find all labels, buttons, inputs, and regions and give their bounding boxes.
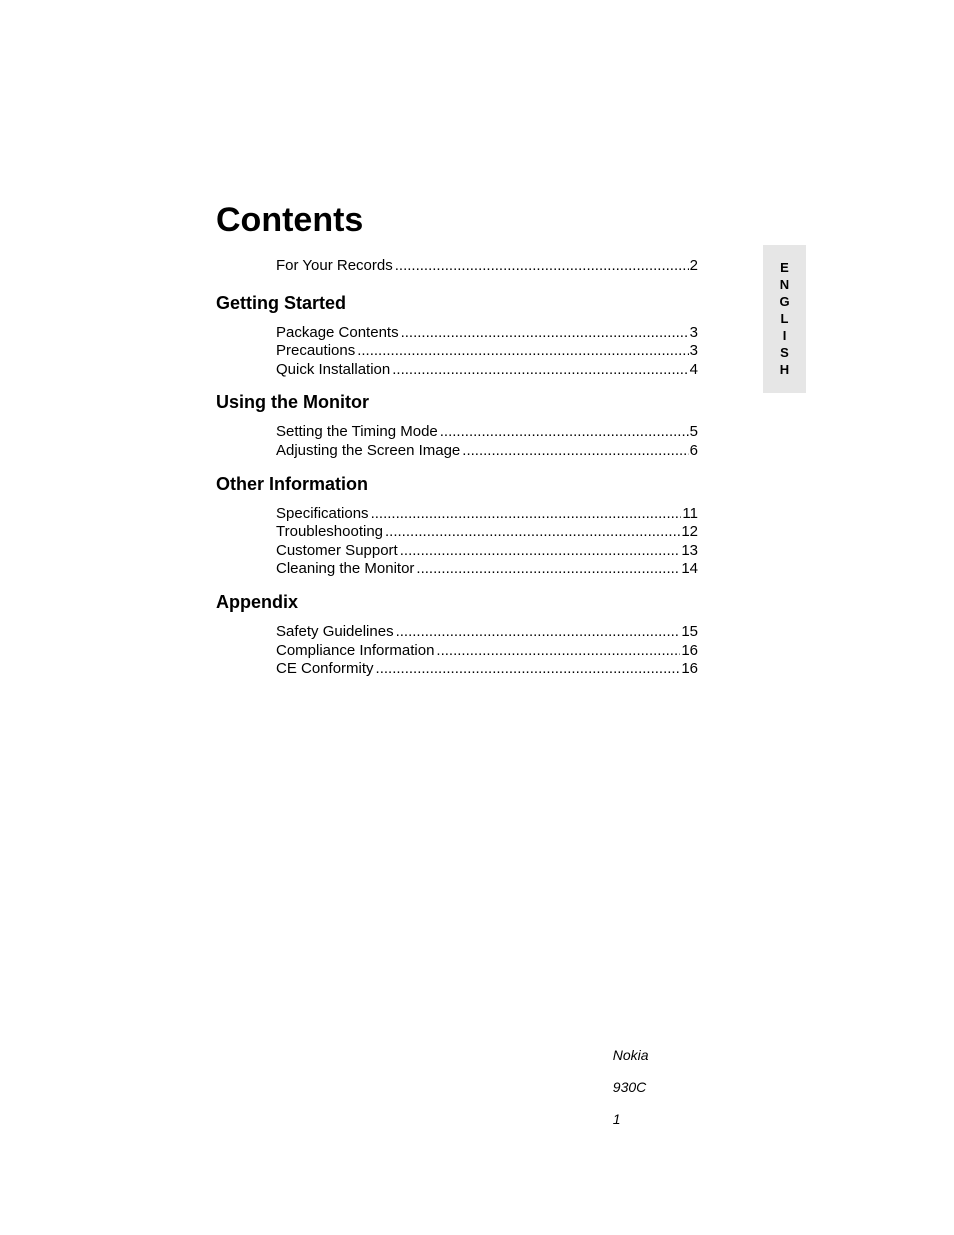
- toc-entry[interactable]: [276, 342, 698, 361]
- toc-entry-page: 3: [689, 342, 698, 360]
- dot-leader: [376, 660, 681, 679]
- toc-entry-page: 12: [681, 523, 698, 541]
- section-entries: [216, 324, 698, 380]
- section-heading: Other Information: [216, 473, 368, 494]
- toc-entry-page: 2: [689, 257, 698, 274]
- toc-entry-page: 4: [689, 360, 698, 378]
- toc-entry-label: CE Conformity: [276, 660, 374, 678]
- dot-leader: [401, 324, 689, 343]
- toc-entry-for-your-records[interactable]: [276, 257, 698, 276]
- toc-entry-label: Package Contents: [276, 323, 399, 341]
- section-entries: [216, 623, 698, 679]
- toc-entry-label: For Your Records: [276, 257, 393, 274]
- toc-entry-label: Setting the Timing Mode: [276, 423, 438, 441]
- dot-leader: [385, 523, 680, 542]
- language-tab-letter: I: [782, 328, 787, 343]
- section-heading: Using the Monitor: [216, 392, 369, 413]
- table-of-contents: [216, 257, 698, 679]
- section-entries: [216, 423, 698, 460]
- toc-entry[interactable]: [276, 442, 698, 461]
- dot-leader: [357, 342, 688, 361]
- dot-leader: [440, 423, 689, 442]
- language-tab: [763, 245, 806, 393]
- section-entries: [216, 505, 698, 579]
- toc-entry-label: Troubleshooting: [276, 523, 384, 541]
- dot-leader: [462, 442, 688, 461]
- toc-entry[interactable]: [276, 361, 698, 380]
- toc-entry-page: 16: [681, 641, 698, 659]
- toc-entry[interactable]: [276, 642, 698, 661]
- toc-entry-label: Safety Guidelines: [276, 622, 394, 640]
- toc-entry-page: 3: [689, 323, 698, 341]
- page-title: Contents: [216, 201, 364, 239]
- toc-entry[interactable]: [276, 324, 698, 343]
- dot-leader: [371, 505, 682, 524]
- section-using-the-monitor: [216, 390, 698, 460]
- section-other-information: [216, 472, 698, 579]
- language-tab-letter: S: [780, 345, 789, 360]
- language-tab-letter: L: [780, 311, 789, 326]
- language-tab-letter: E: [780, 260, 789, 275]
- section-appendix: [216, 590, 698, 679]
- toc-entry[interactable]: [276, 660, 698, 679]
- dot-leader: [392, 361, 688, 380]
- toc-entry-label: Customer Support: [276, 541, 398, 559]
- dot-leader: [395, 257, 689, 276]
- dot-leader: [436, 642, 680, 661]
- toc-entry[interactable]: [276, 505, 698, 524]
- dot-leader: [416, 560, 680, 579]
- dot-leader: [396, 623, 681, 642]
- toc-entry-label: Cleaning the Monitor: [276, 560, 415, 578]
- toc-entry-label: Precautions: [276, 342, 356, 360]
- section-getting-started: [216, 291, 698, 380]
- footer-brand: Nokia: [612, 1047, 649, 1063]
- toc-entry-page: 11: [682, 504, 698, 522]
- intro-entries: [216, 257, 698, 276]
- footer-page-number: 1: [612, 1111, 621, 1127]
- section-heading: Appendix: [216, 591, 299, 612]
- language-tab-letter: H: [779, 362, 790, 377]
- toc-entry-page: 6: [689, 441, 698, 459]
- language-tab-letter: G: [779, 294, 790, 309]
- language-tab-letter: N: [779, 277, 790, 292]
- toc-entry[interactable]: [276, 542, 698, 561]
- page-footer: [605, 1031, 649, 1127]
- toc-entry[interactable]: [276, 423, 698, 442]
- toc-entry-label: Specifications: [276, 504, 369, 522]
- toc-entry-page: 14: [681, 560, 698, 578]
- toc-entry-label: Quick Installation: [276, 360, 391, 378]
- section-heading: Getting Started: [216, 292, 347, 313]
- toc-entry-page: 15: [681, 622, 698, 640]
- toc-entry-page: 5: [689, 423, 698, 441]
- dot-leader: [400, 542, 681, 561]
- toc-entry-page: 13: [681, 541, 698, 559]
- toc-entry[interactable]: [276, 560, 698, 579]
- toc-entry-label: Adjusting the Screen Image: [276, 441, 461, 459]
- toc-entry-label: Compliance Information: [276, 641, 435, 659]
- toc-entry[interactable]: [276, 623, 698, 642]
- toc-entry-page: 16: [681, 660, 698, 678]
- toc-entry[interactable]: [276, 523, 698, 542]
- footer-model: 930C: [612, 1079, 647, 1095]
